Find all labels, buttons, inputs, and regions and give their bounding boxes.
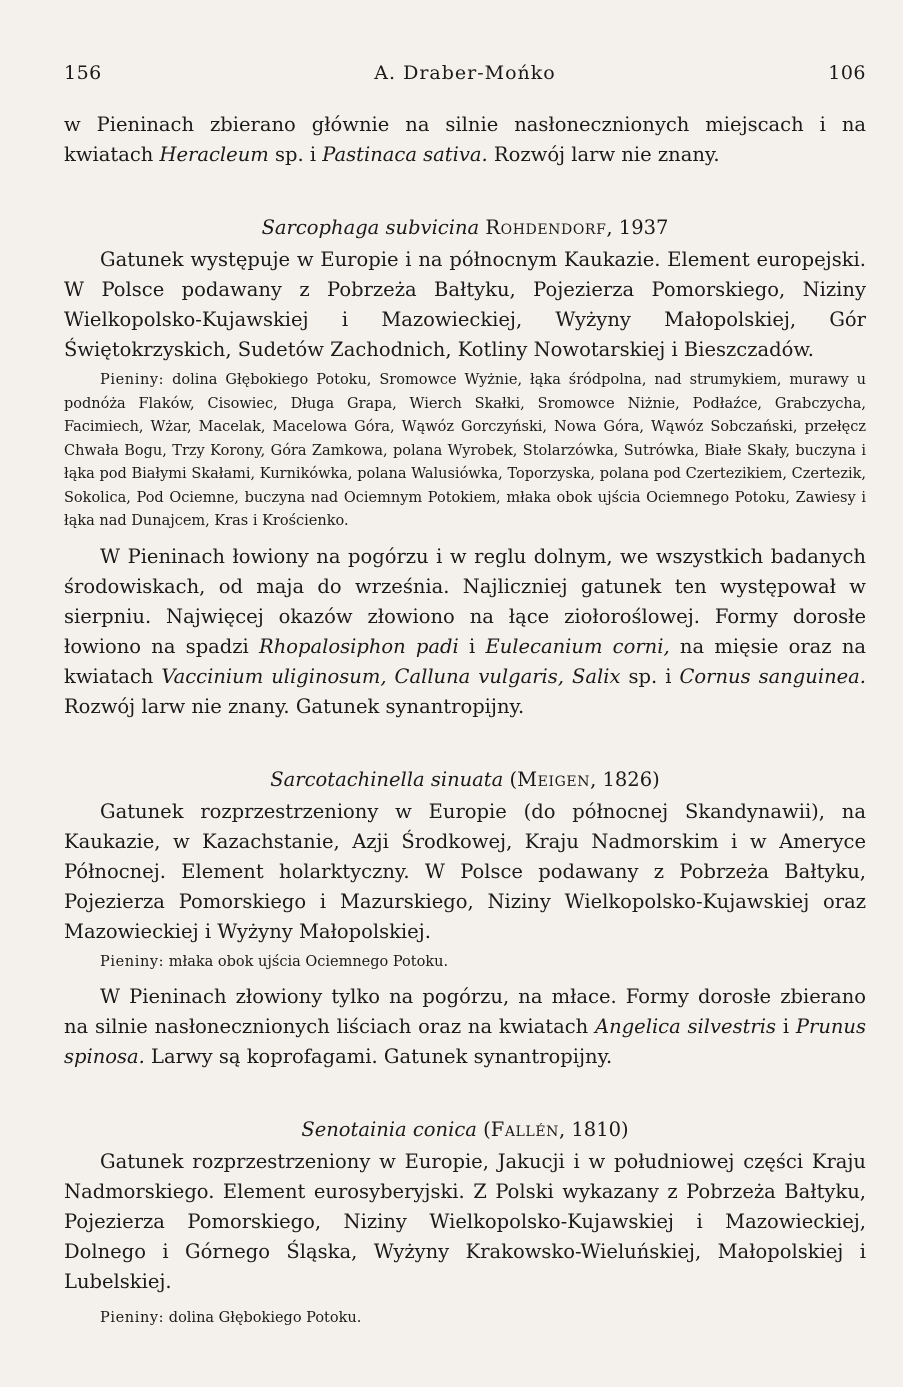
locality-list: Pieniny: dolina Głębokiego Potoku, Sromowce Wyżnie, łąka śródpolna, nad strumykiem, murawy u podnóża Flaków, Cisowiec, Długa Grapa, Wierch Skałki, Sromowce Niżnie, Podłaźce, Grabczycha, Facimiech, Wżar, Macelak, Macelowa Góra, Wąwóz Gorczyński, Nowa Góra, Wąwóz Sobczański, przełęcz Chwała Bogu, Trzy Korony, Góra Zamkowa, polana Wyrobek, Stolarzówka, Sutrówka, Białe Skały, buczyna i łąka pod Białymi Skałami, Kurnikówka, polana Walusiówka, Toporzyska, polana pod Czertezikiem, Czertezik, Sokolica, Pod Ociemne, buczyna nad Ociemnym Potokiem, młaka obok ujścia Ociemnego Potoku, Zawiesy i łąka nad Dunajcem, Kras i Krościenko.: [64, 372, 866, 529]
species-distribution: Gatunek występuje w Europie i na północnym Kaukazie. Element europejski. W Polsce podawany z Pobrzeża Bałtyku, Pojezierza Pomorskiego, Niziny Wielkopolsko-Kujawskiej i Mazowieckiej, Wyżyny Małopolskiej, Gór Świętokrzyskich, Sudetów Zachodnich, Kotliny Nowotarskiej i Bieszczadów.: [64, 248, 866, 361]
running-author: A. Draber-Mońko: [374, 62, 556, 84]
intro-paragraph: w Pieninach zbierano głównie na silnie nasłonecznionych miejscach i na kwiatach Heracleum sp. i Pastinaca sativa. Rozwój larw nie znany.: [64, 113, 866, 166]
page-number-right: 106: [828, 62, 866, 84]
running-header: [64, 62, 866, 84]
page-number-left: 156: [64, 62, 102, 84]
species-distribution: Gatunek rozprzestrzeniony w Europie, Jakucji i w południowej części Kraju Nadmorskiego. Element eurosyberyjski. Z Polski wykazany z Pobrzeża Bałtyku, Pojezierza Pomorskiego, Niziny Wielkopolsko-Kujawskiej i Mazowieckiej, Dolnego i Górnego Śląska, Wyżyny Krakowsko-Wieluńskiej, Małopolskiej i Lubelskiej.: [64, 1150, 866, 1293]
species-notes: W Pieninach złowiony tylko na pogórzu, na młace. Formy dorosłe zbierano na silnie nasłonecznionych liściach oraz na kwiatach Angelica silvestris i Prunus spinosa. Larwy są koprofagami. Gatunek synantropijny.: [64, 985, 867, 1068]
locality-list: Pieniny: dolina Głębokiego Potoku.: [100, 1310, 362, 1326]
species-distribution: Gatunek rozprzestrzeniony w Europie (do północnej Skandynawii), na Kaukazie, w Kazachstanie, Azji Środkowej, Kraju Nadmorskim i w Ameryce Północnej. Element holarktyczny. W Polsce podawany z Pobrzeża Bałtyku, Pojezierza Pomorskiego i Mazurskiego, Niziny Wielkopolsko-Kujawskiej oraz Mazowieckiej i Wyżyny Małopolskiej.: [64, 799, 866, 943]
species-heading: Senotainia conica (Fallén, 1810): [301, 1118, 629, 1141]
page: [64, 62, 866, 1331]
locality-list: Pieniny: młaka obok ujścia Ociemnego Potoku.: [100, 953, 449, 970]
species-heading: Sarcophaga subvicina Rohdendorf, 1937: [261, 216, 669, 239]
species-notes: W Pieninach łowiony na pogórzu i w reglu dolnym, we wszystkich badanych środowiskach, od maja do września. Najliczniej gatunek ten występował w sierpniu. Najwięcej okazów złowiono na łące ziołoroślowej. Formy dorosłe łowiono na spadzi Rhopalosiphon padi i Eulecanium corni, na mięsie oraz na kwiatach Vaccinium uliginosum, Calluna vulgaris, Salix sp. i Cornus sanguinea. Rozwój larw nie znany. Gatunek synantropijny.: [64, 544, 867, 718]
species-heading: Sarcotachinella sinuata (Meigen, 1826): [270, 767, 660, 791]
